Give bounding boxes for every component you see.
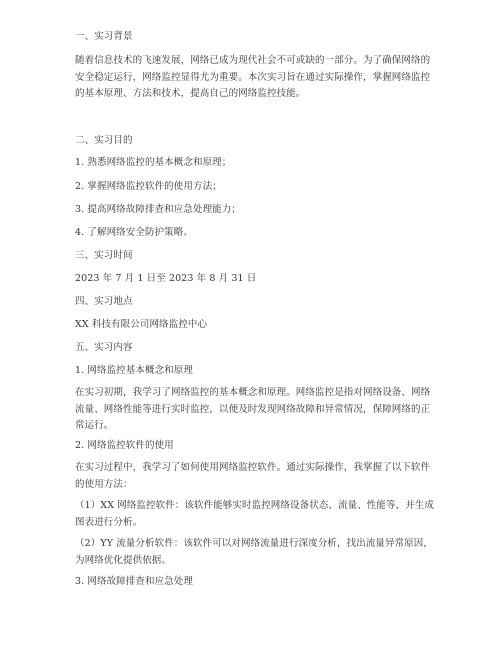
internship-location: XX 科技有限公司网络监控中心 [75,319,208,330]
software-item-1: （1）XX 网络监控软件：该软件能够实时监控网络设备状态、流量、性能等，并生成图表进行分析。 [75,500,434,528]
section-heading-content: 五、实习内容 [75,342,133,353]
purpose-item-3: 3. 提高网络故障排查和应急处理能力； [75,204,241,215]
content-subheading-3: 3. 网络故障排查和应急处理 [75,576,193,587]
section-heading-background: 一、实习背景 [75,31,133,42]
purpose-item-1: 1. 熟悉网络监控的基本概念和原理； [75,157,232,168]
content-subheading-2: 2. 网络监控软件的使用 [75,440,174,451]
content-paragraph-2: 在实习过程中，我学习了如何使用网络监控软件。通过实际操作，我掌握了以下软件的使用方法： [75,462,431,490]
background-paragraph: 随着信息技术的飞速发展，网络已成为现代社会不可或缺的一部分。为了确保网络的安全稳定运行，网络监控显得尤为重要。本次实习旨在通过实际操作，掌握网络监控的基本原理、方法和技术，提高自己的网络监控技能。 [75,55,431,99]
content-paragraph-1: 在实习初期，我学习了网络监控的基本概念和原理。网络监控是指对网络设备、网络流量、网络性能等进行实时监控，以便及时发现网络故障和异常情况，保障网络的正常运行。 [75,387,431,431]
content-subheading-1: 1. 网络监控基本概念和原理 [75,365,193,376]
internship-dates: 2023 年 7 月 1 日至 2023 年 8 月 31 日 [75,273,257,284]
section-heading-time: 三、实习时间 [75,250,133,261]
purpose-item-4: 4. 了解网络安全防护策略。 [75,227,193,238]
software-item-2: （2）YY 流量分析软件：该软件可以对网络流量进行深度分析，找出流量异常原因，为网络优化提供依据。 [75,538,434,566]
section-heading-purpose: 二、实习目的 [75,135,133,146]
purpose-item-2: 2. 掌握网络监控软件的使用方法； [75,181,222,192]
section-heading-location: 四、实习地点 [75,296,133,307]
